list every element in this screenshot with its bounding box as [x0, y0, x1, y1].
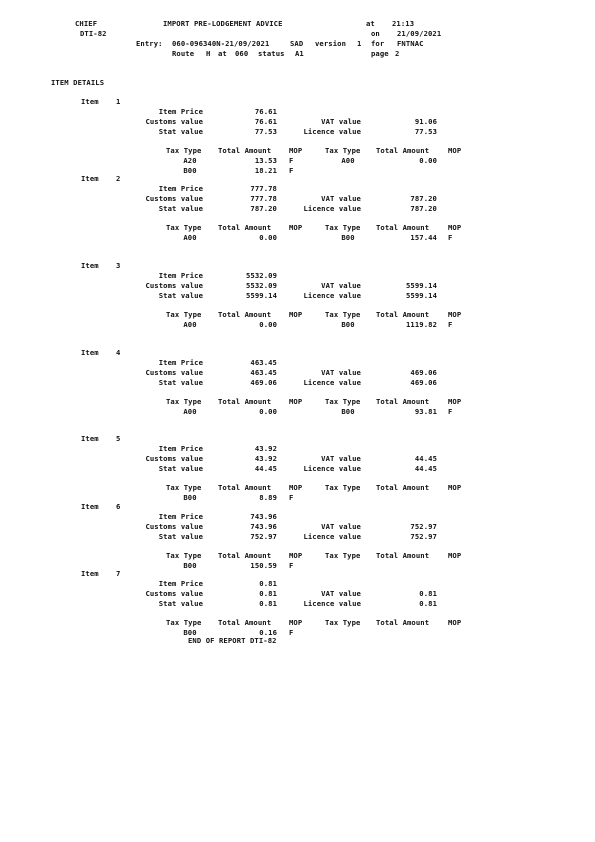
- item-price-value: 777.78: [250, 184, 277, 193]
- vat-value: 0.81: [419, 589, 437, 598]
- item-price-label: Item Price: [158, 512, 203, 521]
- tax-type-header: Tax Type: [325, 551, 361, 560]
- licence-value-label: Licence value: [303, 532, 361, 541]
- total-amount-header: Total Amount: [218, 223, 272, 232]
- customs-value: 743.96: [250, 522, 277, 531]
- total-amount-header: Total Amount: [218, 551, 272, 560]
- section-title: ITEM DETAILS: [51, 78, 105, 87]
- total-amount-header: Total Amount: [376, 483, 430, 492]
- status-label: status: [258, 49, 285, 58]
- item-number: 6: [116, 502, 121, 511]
- customs-value-label: Customs value: [145, 368, 203, 377]
- item-price-value: 5532.09: [246, 271, 277, 280]
- report-time: 21:13: [392, 19, 415, 28]
- customs-value-label: Customs value: [145, 194, 203, 203]
- route-at-value: 060: [235, 49, 249, 58]
- mop-header: MOP: [289, 397, 303, 406]
- customs-value: 5532.09: [246, 281, 277, 290]
- mop-cell: F: [289, 166, 294, 175]
- mop-cell: F: [448, 407, 453, 416]
- tax-amount-cell: 0.00: [259, 233, 277, 242]
- mop-cell: F: [289, 628, 294, 637]
- tax-type-header: Tax Type: [166, 310, 202, 319]
- mop-header: MOP: [448, 223, 462, 232]
- entry-label: Entry:: [136, 39, 163, 48]
- tax-type-header: Tax Type: [325, 618, 361, 627]
- entry-reference: 060-096340N-21/09/2021: [172, 39, 270, 48]
- tax-type-cell: A00: [341, 156, 355, 165]
- item-number: 1: [116, 97, 121, 106]
- total-amount-header: Total Amount: [376, 223, 430, 232]
- vat-value: 469.06: [410, 368, 437, 377]
- licence-value-label: Licence value: [303, 599, 361, 608]
- tax-type-cell: A20: [183, 156, 197, 165]
- tax-amount-cell: 0.00: [259, 320, 277, 329]
- tax-amount-cell: 0.16: [259, 628, 277, 637]
- item-price-value: 76.61: [254, 107, 277, 116]
- customs-value-label: Customs value: [145, 522, 203, 531]
- item-number: 5: [116, 434, 121, 443]
- licence-value: 469.06: [410, 378, 437, 387]
- mop-header: MOP: [289, 223, 303, 232]
- vat-value-label: VAT value: [321, 194, 361, 203]
- sad-label: SAD: [290, 39, 304, 48]
- stat-value-label: Stat value: [158, 599, 203, 608]
- mop-header: MOP: [448, 310, 462, 319]
- item-price-label: Item Price: [158, 271, 203, 280]
- tax-type-header: Tax Type: [325, 310, 361, 319]
- route-at-label: at: [218, 49, 227, 58]
- tax-type-cell: B00: [183, 628, 197, 637]
- tax-amount-cell: 13.53: [254, 156, 277, 165]
- vat-value: 5599.14: [406, 281, 437, 290]
- tax-type-cell: A00: [183, 320, 197, 329]
- mop-header: MOP: [448, 146, 462, 155]
- customs-value-label: Customs value: [145, 117, 203, 126]
- item-number: 7: [116, 569, 121, 578]
- mop-header: MOP: [289, 146, 303, 155]
- item-price-value: 743.96: [250, 512, 277, 521]
- item-price-value: 43.92: [254, 444, 277, 453]
- vat-value-label: VAT value: [321, 368, 361, 377]
- licence-value: 787.20: [410, 204, 437, 213]
- licence-value: 77.53: [414, 127, 437, 136]
- licence-value-label: Licence value: [303, 127, 361, 136]
- tax-amount-cell: 1119.82: [406, 320, 437, 329]
- stat-value-label: Stat value: [158, 464, 203, 473]
- mop-header: MOP: [448, 618, 462, 627]
- customs-value-label: Customs value: [145, 281, 203, 290]
- item-label: Item: [81, 502, 99, 511]
- customs-value: 43.92: [254, 454, 277, 463]
- mop-header: MOP: [448, 551, 462, 560]
- vat-value-label: VAT value: [321, 281, 361, 290]
- item-label: Item: [81, 97, 99, 106]
- mop-cell: F: [289, 561, 294, 570]
- tax-amount-cell: 157.44: [410, 233, 437, 242]
- mop-header: MOP: [289, 618, 303, 627]
- licence-value: 44.45: [414, 464, 437, 473]
- customs-value: 777.78: [250, 194, 277, 203]
- item-label: Item: [81, 434, 99, 443]
- total-amount-header: Total Amount: [376, 310, 430, 319]
- item-price-value: 0.81: [259, 579, 277, 588]
- total-amount-header: Total Amount: [218, 397, 272, 406]
- tax-type-header: Tax Type: [325, 223, 361, 232]
- tax-type-header: Tax Type: [166, 483, 202, 492]
- vat-value: 787.20: [410, 194, 437, 203]
- for-label: for: [371, 39, 385, 48]
- customs-value: 0.81: [259, 589, 277, 598]
- for-code: FNTNAC: [397, 39, 424, 48]
- vat-value-label: VAT value: [321, 454, 361, 463]
- tax-type-cell: B00: [341, 233, 355, 242]
- tax-amount-cell: 0.00: [259, 407, 277, 416]
- licence-value-label: Licence value: [303, 204, 361, 213]
- stat-value: 44.45: [254, 464, 277, 473]
- tax-amount-cell: 18.21: [254, 166, 277, 175]
- tax-type-cell: B00: [183, 561, 197, 570]
- tax-type-header: Tax Type: [325, 483, 361, 492]
- total-amount-header: Total Amount: [376, 146, 430, 155]
- licence-value: 0.81: [419, 599, 437, 608]
- licence-value: 5599.14: [406, 291, 437, 300]
- item-number: 3: [116, 261, 121, 270]
- stat-value: 5599.14: [246, 291, 277, 300]
- total-amount-header: Total Amount: [218, 146, 272, 155]
- item-label: Item: [81, 569, 99, 578]
- vat-value: 752.97: [410, 522, 437, 531]
- route-label: Route: [172, 49, 195, 58]
- mop-header: MOP: [448, 483, 462, 492]
- vat-value-label: VAT value: [321, 589, 361, 598]
- tax-type-header: Tax Type: [325, 146, 361, 155]
- status-value: A1: [295, 49, 304, 58]
- version-label: version: [315, 39, 346, 48]
- time-label: at: [366, 19, 375, 28]
- tax-type-header: Tax Type: [166, 397, 202, 406]
- route-value: H: [206, 49, 211, 58]
- item-price-label: Item Price: [158, 579, 203, 588]
- licence-value-label: Licence value: [303, 464, 361, 473]
- item-price-label: Item Price: [158, 358, 203, 367]
- customs-value-label: Customs value: [145, 454, 203, 463]
- item-price-label: Item Price: [158, 184, 203, 193]
- item-number: 2: [116, 174, 121, 183]
- item-price-value: 463.45: [250, 358, 277, 367]
- item-label: Item: [81, 174, 99, 183]
- item-price-label: Item Price: [158, 107, 203, 116]
- tax-type-cell: B00: [183, 493, 197, 502]
- version-number: 1: [357, 39, 362, 48]
- vat-value-label: VAT value: [321, 522, 361, 531]
- total-amount-header: Total Amount: [376, 551, 430, 560]
- tax-amount-cell: 0.00: [419, 156, 437, 165]
- tax-type-cell: B00: [341, 320, 355, 329]
- mop-cell: F: [289, 493, 294, 502]
- mop-cell: F: [448, 233, 453, 242]
- stat-value: 787.20: [250, 204, 277, 213]
- tax-amount-cell: 93.81: [414, 407, 437, 416]
- vat-value-label: VAT value: [321, 117, 361, 126]
- total-amount-header: Total Amount: [218, 483, 272, 492]
- stat-value: 0.81: [259, 599, 277, 608]
- customs-value-label: Customs value: [145, 589, 203, 598]
- vat-value: 44.45: [414, 454, 437, 463]
- stat-value: 469.06: [250, 378, 277, 387]
- report-title: IMPORT PRE-LODGEMENT ADVICE: [163, 19, 283, 28]
- page-label: page: [371, 49, 389, 58]
- tax-type-header: Tax Type: [166, 223, 202, 232]
- mop-header: MOP: [289, 310, 303, 319]
- stat-value-label: Stat value: [158, 204, 203, 213]
- report-id: DTI-82: [80, 29, 107, 38]
- licence-value: 752.97: [410, 532, 437, 541]
- tax-type-cell: B00: [341, 407, 355, 416]
- stat-value: 77.53: [254, 127, 277, 136]
- item-label: Item: [81, 348, 99, 357]
- customs-value: 76.61: [254, 117, 277, 126]
- end-of-report: END OF REPORT DTI-82: [188, 636, 277, 645]
- item-label: Item: [81, 261, 99, 270]
- customs-value: 463.45: [250, 368, 277, 377]
- stat-value-label: Stat value: [158, 532, 203, 541]
- tax-type-cell: A00: [183, 407, 197, 416]
- mop-cell: F: [448, 320, 453, 329]
- page-number: 2: [395, 49, 400, 58]
- licence-value-label: Licence value: [303, 378, 361, 387]
- report-date: 21/09/2021: [397, 29, 442, 38]
- licence-value-label: Licence value: [303, 291, 361, 300]
- stat-value-label: Stat value: [158, 127, 203, 136]
- total-amount-header: Total Amount: [218, 618, 272, 627]
- stat-value-label: Stat value: [158, 378, 203, 387]
- system-name: CHIEF: [75, 19, 98, 28]
- mop-header: MOP: [289, 551, 303, 560]
- mop-cell: F: [289, 156, 294, 165]
- tax-type-cell: B00: [183, 166, 197, 175]
- mop-header: MOP: [289, 483, 303, 492]
- mop-header: MOP: [448, 397, 462, 406]
- vat-value: 91.06: [414, 117, 437, 126]
- tax-amount-cell: 8.89: [259, 493, 277, 502]
- tax-amount-cell: 150.59: [250, 561, 277, 570]
- date-label: on: [371, 29, 380, 38]
- tax-type-cell: A00: [183, 233, 197, 242]
- total-amount-header: Total Amount: [376, 618, 430, 627]
- stat-value-label: Stat value: [158, 291, 203, 300]
- tax-type-header: Tax Type: [325, 397, 361, 406]
- item-price-label: Item Price: [158, 444, 203, 453]
- item-number: 4: [116, 348, 121, 357]
- stat-value: 752.97: [250, 532, 277, 541]
- total-amount-header: Total Amount: [376, 397, 430, 406]
- tax-type-header: Tax Type: [166, 551, 202, 560]
- total-amount-header: Total Amount: [218, 310, 272, 319]
- tax-type-header: Tax Type: [166, 146, 202, 155]
- tax-type-header: Tax Type: [166, 618, 202, 627]
